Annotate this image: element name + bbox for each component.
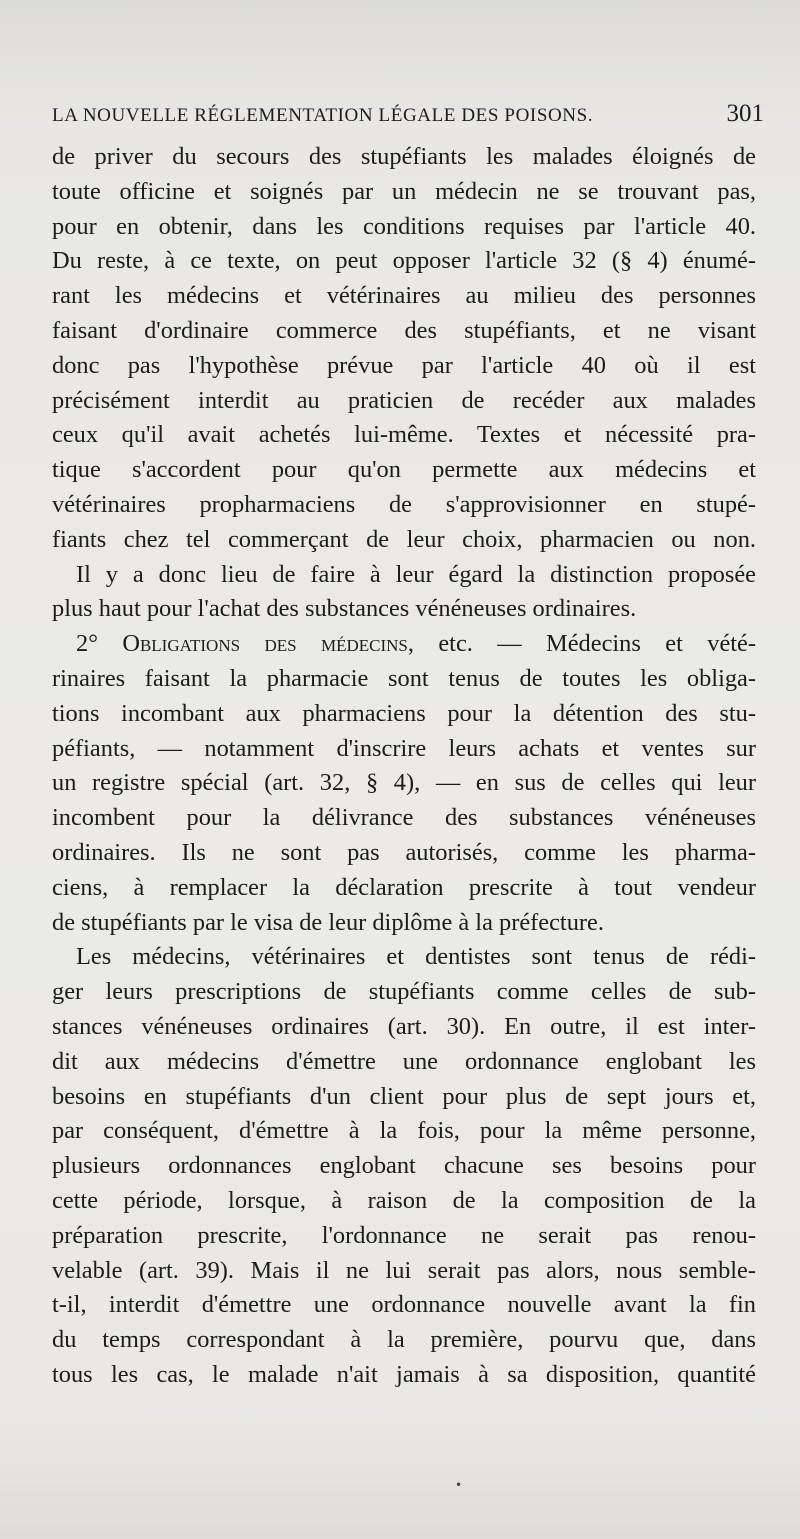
paragraph <box>52 140 756 558</box>
text-line: stances vénéneuses ordinaires (art. 30). En outre, il est inter- <box>52 1012 756 1040</box>
text-line: rinaires faisant la pharmacie sont tenus de toutes les obliga- <box>52 664 756 692</box>
text-line: donc pas l'hypothèse prévue par l'article 40 où il est <box>52 351 756 379</box>
text-line: Les médecins, vétérinaires et dentistes sont tenus de rédi- <box>76 943 756 971</box>
text-line: plusieurs ordonnances englobant chacune ses besoins pour <box>52 1152 756 1180</box>
text-line: pour en obtenir, dans les conditions requises par l'article 40. <box>52 212 756 240</box>
text-line: ger leurs prescriptions de stupéfiants comme celles de sub- <box>52 978 756 1006</box>
text-line: t-il, interdit d'émettre une ordonnance nouvelle avant la fin <box>52 1291 756 1319</box>
paragraph <box>52 558 756 628</box>
text-line: rant les médecins et vétérinaires au milieu des personnes <box>52 282 756 310</box>
paragraph <box>52 940 756 1392</box>
text-line: faisant d'ordinaire commerce des stupéfiants, et ne visant <box>52 316 756 344</box>
heading-prefix: 2° <box>76 630 123 658</box>
text-line: incombent pour la délivrance des substances vénéneuses <box>52 804 756 832</box>
text-line: par conséquent, d'émettre à la fois, pour la même personne, <box>52 1117 756 1145</box>
paragraph <box>52 627 756 940</box>
running-title: LA NOUVELLE RÉGLEMENTATION LÉGALE DES POISONS. <box>52 105 594 126</box>
text-line: besoins en stupéfiants d'un client pour plus de sept jours et, <box>52 1082 756 1110</box>
body-text <box>52 140 756 1393</box>
text-line: de priver du secours des stupéfiants les malades éloignés de <box>52 143 756 170</box>
text-line: de stupéfiants par le visa de leur diplôme à la préfecture. <box>52 908 604 936</box>
text-line: velable (art. 39). Mais il ne lui serait pas alors, nous semble- <box>52 1256 756 1284</box>
section-heading: Obligations des médecins <box>122 630 408 658</box>
text-line: tique s'accordent pour qu'on permette aux médecins et <box>52 456 756 484</box>
text-line: vétérinaires propharmaciens de s'approvisionner en stupé- <box>52 490 756 518</box>
text-line: tions incombant aux pharmaciens pour la détention des stu- <box>52 699 756 727</box>
text-line: cette période, lorsque, à raison de la composition de la <box>52 1186 756 1214</box>
text-line: Il y a donc lieu de faire à leur égard la distinction proposée <box>76 560 756 588</box>
text-line: un registre spécial (art. 32, § 4), — en sus de celles qui leur <box>52 769 756 797</box>
text-line: plus haut pour l'achat des substances vénéneuses ordinaires. <box>52 595 637 623</box>
text-line: péfiants, — notamment d'inscrire leurs achats et ventes sur <box>52 734 756 762</box>
text-line: Du reste, à ce texte, on peut opposer l'article 32 (§ 4) énumé- <box>52 247 756 275</box>
section-heading-line <box>52 627 756 662</box>
print-speck: • <box>455 1478 463 1492</box>
text-line: précisément interdit au praticien de recéder aux malades <box>52 386 756 414</box>
text-line: tous les cas, le malade n'ait jamais à sa disposition, quantité <box>52 1360 756 1388</box>
text-line: ciens, à remplacer la déclaration prescrite à tout vendeur <box>52 873 756 901</box>
text-line: dit aux médecins d'émettre une ordonnance englobant les <box>52 1047 756 1075</box>
text-line: fiants chez tel commerçant de leur choix, pharmacien ou non. <box>52 525 756 553</box>
heading-line-rest: , etc. — Médecins et vété- <box>407 630 756 658</box>
text-line: ceux qu'il avait achetés lui-même. Textes et nécessité pra- <box>52 421 756 449</box>
text-line: ordinaires. Ils ne sont pas autorisés, comme les pharma- <box>52 838 756 866</box>
page-header <box>52 100 764 132</box>
page-number: 301 <box>726 100 764 127</box>
text-line: préparation prescrite, l'ordonnance ne serait pas renou- <box>52 1221 756 1249</box>
text-line: toute officine et soignés par un médecin ne se trouvant pas, <box>52 177 756 205</box>
text-line: du temps correspondant à la première, pourvu que, dans <box>52 1326 756 1354</box>
